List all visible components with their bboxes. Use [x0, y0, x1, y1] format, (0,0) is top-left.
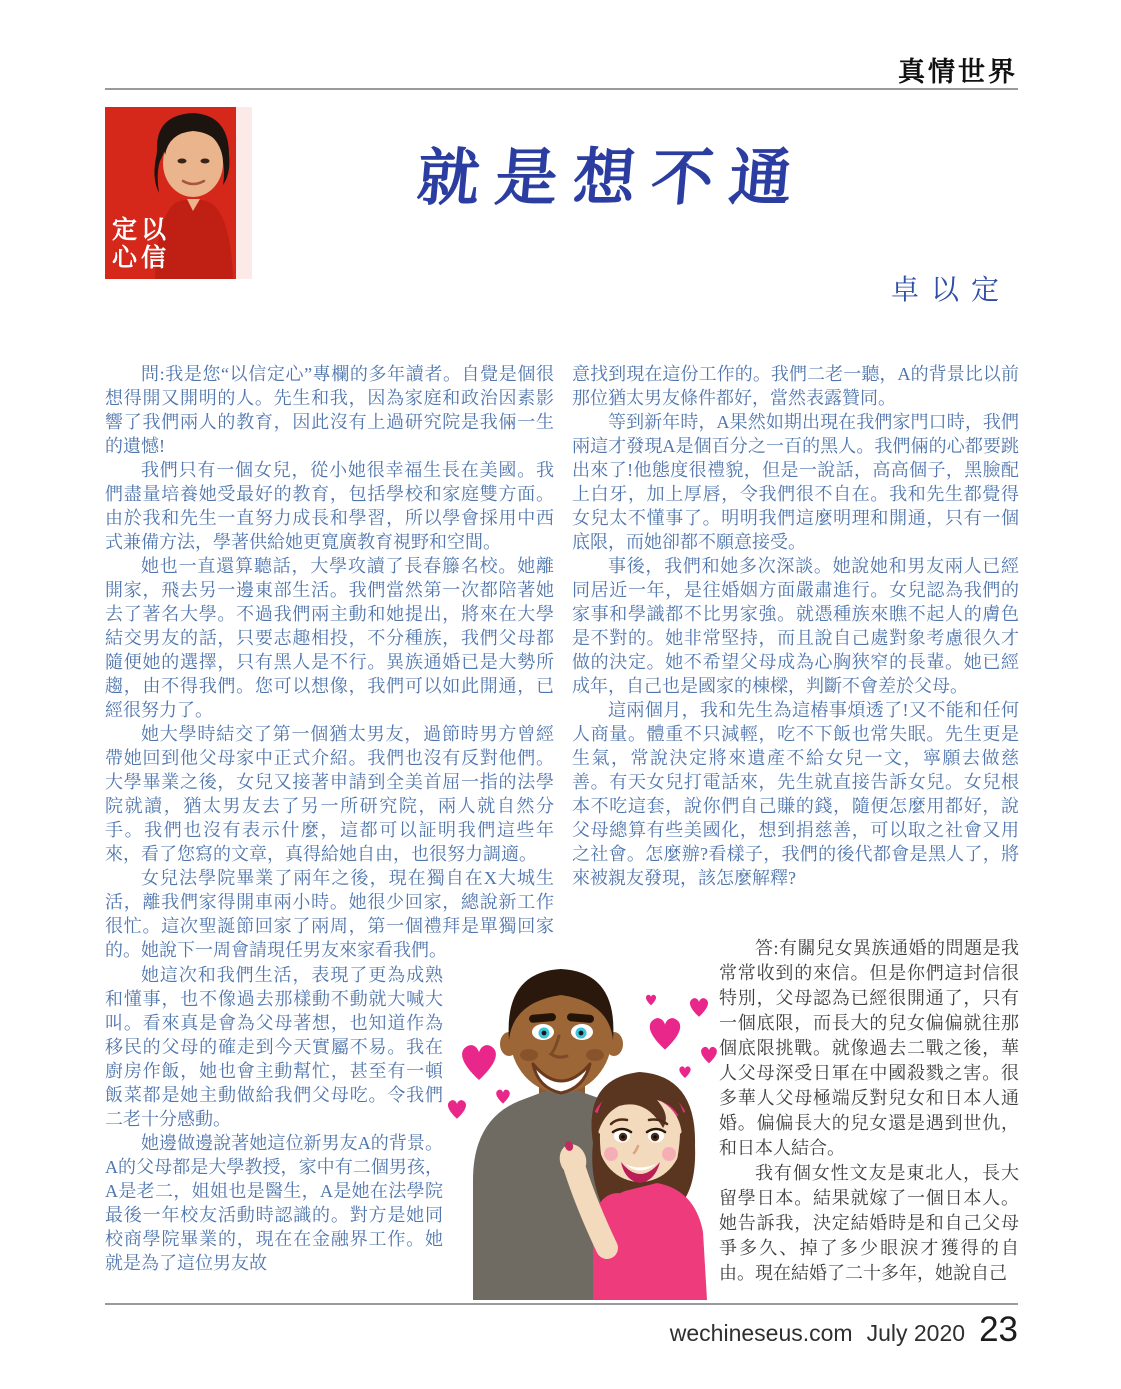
- question-column-right: [572, 362, 1019, 890]
- paragraph: 我們只有一個女兒，從小她很幸福生長在美國。我們盡量培養她受最好的教育，包括學校和家庭雙方面。由於我和先生一直努力成長和學習，所以學會採用中西式兼備方法，學著供給她更寬廣教育視野和空間。: [105, 460, 554, 552]
- footer-website: wechineseus.com: [669, 1320, 853, 1346]
- paragraph: 問:我是您“以信定心”專欄的多年讀者。自覺是個很想得開又開明的人。先生和我，因為家庭和政治因素影響了我們兩人的教育，因此沒有上過研究院是我倆一生的遺憾!: [105, 364, 554, 456]
- paragraph: 女兒法學院畢業了兩年之後，現在獨自在X大城生活，離我們家得開車兩小時。她很少回家，總說新工作很忙。這次聖誕節回家了兩周，第一個禮拜是單獨回家的。她說下一周會請現任男友來家看我們。: [105, 868, 554, 960]
- header-rule: [105, 88, 1018, 90]
- paragraph: 等到新年時，A果然如期出現在我們家門口時，我們兩這才發現A是個百分之一百的黑人。我們倆的心都要跳出來了!他態度很禮貌，但是一說話，高高個子，黑臉配上白牙，加上厚唇，令我們很不自在。我和先生都覺得女兒太不懂事了。明明我們這麼明理和開通，只有一個底限，而她卻都不願意接受。: [572, 412, 1019, 552]
- paragraph: 她也一直還算聽話，大學攻讀了長春籐名校。她離開家，飛去另一邊東部生活。我們當然第一次都陪著她去了著名大學。不過我們兩主動和她提出，將來在大學結交男友的話，只要志趣相投，不分種族，我們父母都隨便她的選擇，只有黑人是不行。異族通婚已是大勢所趨，由不得我們。您可以想像，我們可以如此開通，已經很努力了。: [105, 556, 554, 720]
- column-seal-line2: 心信: [112, 245, 171, 272]
- paragraph: 這兩個月，我和先生為這樁事煩透了!又不能和任何人商量。體重不只減輕，吃不下飯也常失眠。先生更是生氣，常說決定將來遺產不給女兒一文，寧願去做慈善。有天女兒打電話來，先生就直接告訴女兒。女兒根本不吃這套，說你們自己賺的錢，隨便怎麼用都好，說父母總算有些美國化，想到捐慈善，可以取之社會又用之社會。怎麼辦?看樣子，我們的後代都會是黑人了，將來被親友發現，該怎麼解釋?: [572, 700, 1019, 888]
- question-column-left-narrow: [105, 963, 443, 1275]
- author-name: 卓以定: [890, 275, 1011, 306]
- page-number: 23: [979, 1310, 1018, 1349]
- paragraph: 她邊做邊說著她這位新男友A的背景。A的父母都是大學教授，家中有二個男孩，A是老二，姐姐也是醫生，A是她在法學院最後一年校友活動時認識的。對方是她同校商學院畢業的，現在在金融界工作。她就是為了這位男友故: [105, 1133, 443, 1273]
- paragraph: 我有個女性文友是東北人，長大留學日本。結果就嫁了一個日本人。她告訴我，決定結婚時是和自己父母爭多久、掉了多少眼淚才獲得的自由。現在結婚了二十多年，她說自己: [719, 1163, 1019, 1283]
- section-header: 真情世界: [898, 57, 1018, 87]
- article-title: 就是想不通: [414, 145, 811, 213]
- footer-rule: [105, 1303, 1018, 1305]
- column-seal-text: [112, 217, 170, 273]
- column-seal-line1: 定以: [112, 217, 171, 244]
- paragraph: 她這次和我們生活，表現了更為成熟和懂事，也不像過去那樣動不動就大喊大叫。看來真是會為父母著想，也知道作為移民的父母的確走到今天實屬不易。我在廚房作飯，她也會主動幫忙，甚至有一頓飯菜都是她主動做給我們父母吃。令我們二老十分感動。: [105, 965, 443, 1129]
- footer-date: July 2020: [866, 1320, 966, 1346]
- couple-illustration: [443, 948, 723, 1300]
- paragraph: 事後，我們和她多次深談。她說她和男友兩人已經同居近一年，是往婚姻方面嚴肅進行。女兒認為我們的家事和學識都不比男家強。就憑種族來瞧不起人的膚色是不對的。她非常堅持，而且說自己處對象考慮很久才做的決定。她不希望父母成為心胸狹窄的長輩。她已經成年，自己也是國家的棟樑，判斷不會差於父母。: [572, 556, 1019, 696]
- footer: [670, 1310, 1018, 1350]
- paragraph: 答:有關兒女異族通婚的問題是我常常收到的來信。但是你們這封信很特別，父母認為已經很開通了，只有一個底限，而長大的兒女偏偏就往那個底限挑戰。就像過去二戰之後，華人父母深受日軍在中國殺戮之害。很多華人父母極端反對兒女和日本人通婚。偏偏長大的兒女還是遇到世仇，和日本人結合。: [719, 938, 1019, 1158]
- author-photo: [105, 107, 252, 279]
- question-column-left: [105, 362, 554, 962]
- paragraph: 她大學時結交了第一個猶太男友，過節時男方曾經帶她回到他父母家中正式介紹。我們也沒有反對他們。大學畢業之後，女兒又接著申請到全美首屈一指的法學院就讀，猶太男友去了另一所研究院，兩人就自然分手。我們也沒有表示什麼，這都可以証明我們這些年來，看了您寫的文章，真得給她自由，也很努力調適。: [105, 724, 554, 864]
- answer-column: [719, 936, 1019, 1286]
- paragraph: 意找到現在這份工作的。我們二老一聽，A的背景比以前那位猶太男友條件都好，當然表露贊同。: [572, 364, 1019, 408]
